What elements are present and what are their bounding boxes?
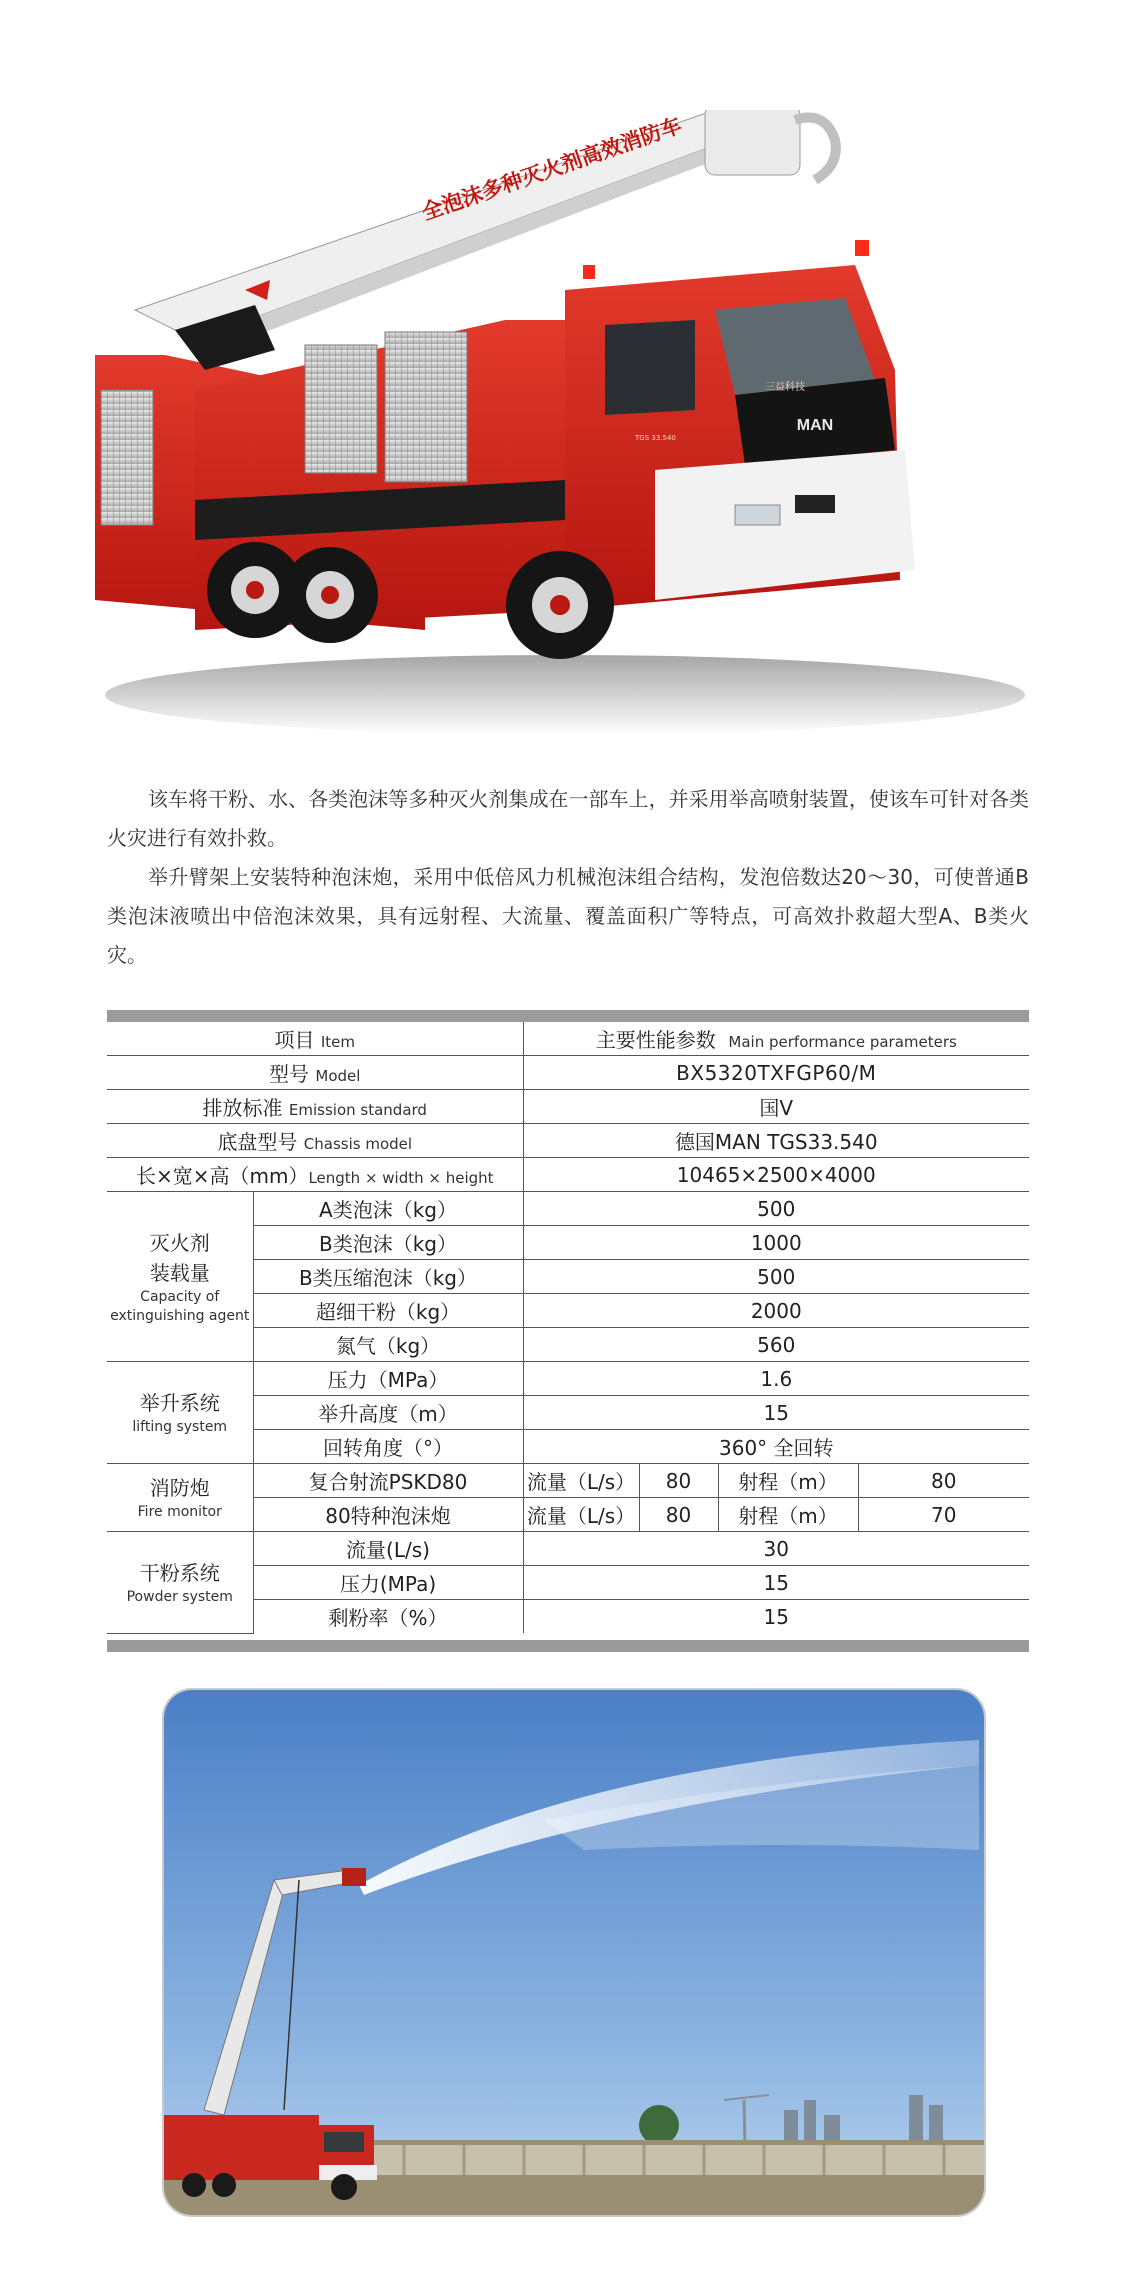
- spraying-photo-illustration: [164, 1690, 984, 2215]
- sub-label: 氮气（kg）: [253, 1328, 523, 1362]
- sub-label: 剩粉率（%）: [253, 1600, 523, 1634]
- row-value: 30: [523, 1532, 1029, 1566]
- header-item: 项目 Item: [107, 1022, 523, 1056]
- table-row: [107, 1090, 1029, 1124]
- table-row: [107, 1192, 1029, 1226]
- header-params: 主要性能参数 Main performance parameters: [523, 1022, 1029, 1056]
- table-row: [107, 1124, 1029, 1158]
- row-value: 500: [523, 1192, 1029, 1226]
- flow-label: 流量（L/s）: [523, 1464, 639, 1498]
- row-label: 底盘型号 Chassis model: [107, 1124, 523, 1158]
- description-text-2: 举升臂架上安装特种泡沫炮，采用中低倍风力机械泡沫组合结构，发泡倍数达20～30，可使普通B类泡沫液喷出中倍泡沫效果，具有远射程、大流量、覆盖面积广等特点，可高效扑救超大型A、B类火灾。: [107, 865, 1029, 967]
- table-row: [107, 1362, 1029, 1396]
- row-value: BX5320TXFGP60/M: [523, 1056, 1029, 1090]
- row-value: 2000: [523, 1294, 1029, 1328]
- table-row: [107, 1532, 1029, 1566]
- sub-label: 回转角度（°）: [253, 1430, 523, 1464]
- spec-table: [107, 1022, 1029, 1634]
- group-lifting: 举升系统 lifting system: [107, 1362, 253, 1464]
- sub-label: 压力(MPa): [253, 1566, 523, 1600]
- row-label: 长×宽×高（mm）Length × width × height: [107, 1158, 523, 1192]
- rear-shutter: [101, 390, 153, 525]
- range-label: 射程（m）: [718, 1464, 858, 1498]
- row-value: 10465×2500×4000: [523, 1158, 1029, 1192]
- fire-truck-illustration: [95, 110, 1045, 750]
- range-label: 射程（m）: [718, 1498, 858, 1532]
- door-text: TGS 33.540: [635, 434, 676, 442]
- row-value: 1000: [523, 1226, 1029, 1260]
- grille-logo: MAN: [796, 417, 834, 434]
- range-value: 80: [858, 1464, 1029, 1498]
- sub-label: A类泡沫（kg）: [253, 1192, 523, 1226]
- sub-label: 80特种泡沫炮: [253, 1498, 523, 1532]
- table-bottom-bar: [107, 1640, 1029, 1652]
- row-value: 500: [523, 1260, 1029, 1294]
- spraying-photo: [162, 1688, 986, 2217]
- row-value: 15: [763, 1604, 789, 1629]
- description-paragraph-1: [107, 780, 1029, 858]
- row-value: 15: [523, 1566, 1029, 1600]
- row-value: 国V: [523, 1090, 1029, 1124]
- sub-label: 压力（MPa）: [253, 1362, 523, 1396]
- flow-value: 80: [639, 1498, 718, 1532]
- description-text-1: 该车将干粉、水、各类泡沫等多种灭火剂集成在一部车上，并采用举高喷射装置，使该车可针对各类火灾进行有效扑救。: [107, 787, 1029, 850]
- sub-label: B类压缩泡沫（kg）: [253, 1260, 523, 1294]
- range-value: 70: [858, 1498, 1029, 1532]
- fire-truck-image: [95, 110, 1045, 750]
- table-row: [107, 1464, 1029, 1498]
- table-header-row: [107, 1022, 1029, 1056]
- side-shutter-1: [305, 345, 377, 473]
- description-paragraph-2: [107, 858, 1029, 975]
- sub-label: 复合射流PSKD80: [253, 1464, 523, 1498]
- sub-label: 超细干粉（kg）: [253, 1294, 523, 1328]
- flow-value: 80: [639, 1464, 718, 1498]
- row-value: 1.6: [523, 1362, 1029, 1396]
- sub-label: B类泡沫（kg）: [253, 1226, 523, 1260]
- flow-label: 流量（L/s）: [523, 1498, 639, 1532]
- row-value: 560: [523, 1328, 1029, 1362]
- group-agent: 灭火剂 装载量 Capacity of extinguishing agent: [107, 1192, 253, 1362]
- table-row: [107, 1056, 1029, 1090]
- group-powder: 干粉系统 Powder system: [107, 1532, 253, 1634]
- table-row: [107, 1158, 1029, 1192]
- table-top-bar: [107, 1010, 1029, 1022]
- side-shutter-2: [385, 332, 467, 482]
- sub-label: 举升高度（m）: [253, 1396, 523, 1430]
- cab-text: 三益科技: [765, 382, 805, 393]
- row-value: 15: [523, 1396, 1029, 1430]
- row-label: 型号 Model: [107, 1056, 523, 1090]
- row-label: 排放标准 Emission standard: [107, 1090, 523, 1124]
- row-value: 360° 全回转: [523, 1430, 1029, 1464]
- group-monitor: 消防炮 Fire monitor: [107, 1464, 253, 1532]
- row-value: 德国MAN TGS33.540: [523, 1124, 1029, 1158]
- sub-label: 流量(L/s): [253, 1532, 523, 1566]
- boom-text: 全泡沫多种灭火剂高效消防车: [418, 112, 685, 225]
